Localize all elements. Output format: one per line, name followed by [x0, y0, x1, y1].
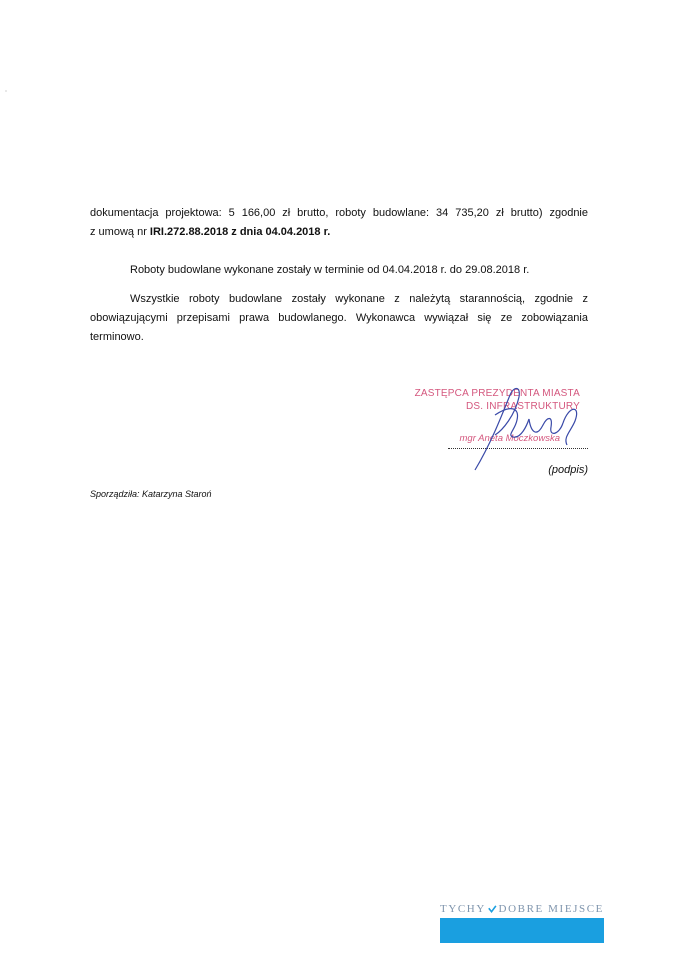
- margin-mark: [5, 90, 7, 92]
- contract-number: IRI.272.88.2018 z dnia 04.04.2018 r.: [149, 226, 331, 238]
- paragraph-costs-line2: [90, 223, 588, 242]
- quality-text: Wszystkie roboty budowlane zostały wykonane z należytą starannością, zgodnie z obowiązującymi przepisami prawa budowlanego. Wykonawca wywiązał się ze zobowiązania terminowo.: [90, 293, 588, 343]
- handwritten-signature: [455, 375, 585, 475]
- logo-left-word: TYCHY: [440, 903, 486, 915]
- logo-bar: [440, 918, 604, 943]
- paragraph-costs-line1: dokumentacja projektowa: 5 166,00 zł brutto, roboty budowlane: 34 735,20 zł brutto) zgodnie: [90, 207, 588, 219]
- stamp-title: ZASTĘPCA PREZYDENTA MIASTA: [414, 388, 580, 399]
- prepared-by: Sporządziła: Katarzyna Staroń: [90, 489, 212, 499]
- contract-prefix: z umową nr: [90, 226, 150, 238]
- checkmark-icon: [488, 904, 497, 914]
- paragraph-quality: [90, 290, 588, 347]
- stamp-department: DS. INFRASTRUKTURY: [466, 401, 580, 412]
- city-logo: [440, 903, 604, 943]
- stamp-name: mgr Aneta Moczkowska: [459, 433, 560, 444]
- signature-caption: (podpis): [548, 464, 588, 476]
- logo-right-words: DOBRE MIEJSCE: [498, 903, 604, 915]
- deadline-text: Roboty budowlane wykonane zostały w terminie od 04.04.2018 r. do 29.08.2018 r.: [130, 264, 530, 276]
- paragraph-deadline: [90, 261, 588, 280]
